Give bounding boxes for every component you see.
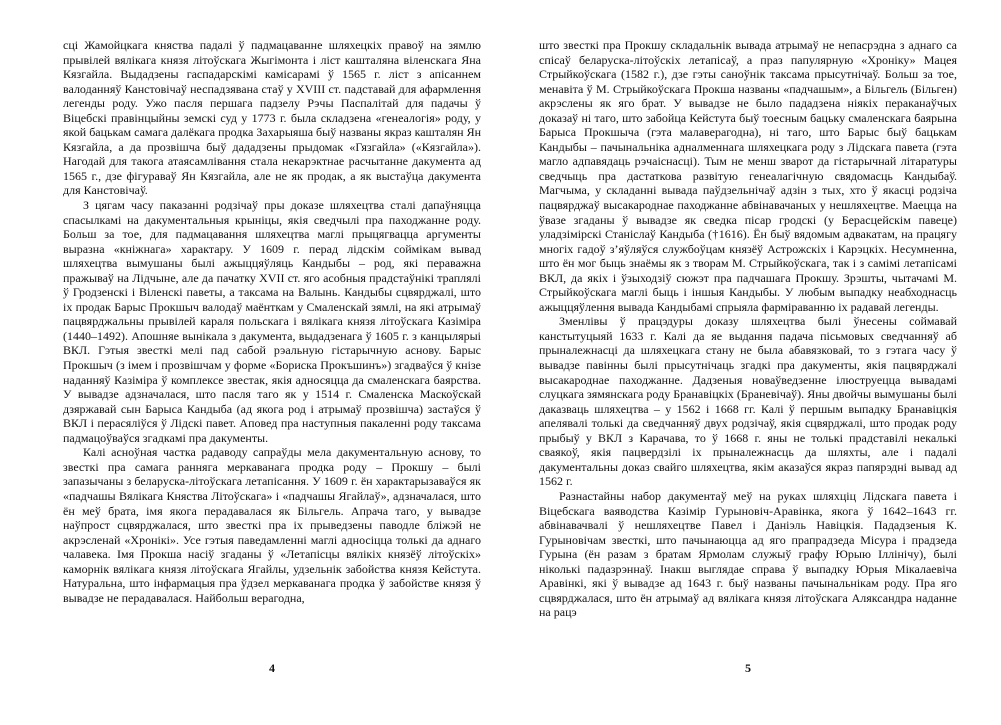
page-number-left: 4 bbox=[269, 661, 275, 675]
paragraph: Калі асноўная частка радаводу сапраўды мела дакументальную аснову, то звесткі пра самага ранняга меркаванага продка роду – Прокшу – былі запазычаны з беларуска-літоўскага летапісання. У 1609 г. ён характарызаваўся як «падчашы Вялікага Княства Літоўскага» і «падчашы Ягайлаў», адзначалася, што ён меў брата, імя якога перадавалася як Більгель. Апрача таго, у вывадзе наўпрост сцвярджалася, што звесткі пра іх прыведзены паводле бліжэй не акрэсленай «Хронікі». Усе гэтыя паведамленні маглі адносіцца толькі да аднаго чалавека. Імя Прокша насіў згаданы ў «Летапісцы вялікіх князёў літоўскіх» каморнік вялікага князя літоўскага Ягайлы, удзельнік забойства князя Кейстута. Натуральна, што інфармацыя пра ўдзел меркаванага продка ў забойстве князя ў вывадзе не перадавалася. Найбольш верагодна, bbox=[63, 445, 481, 605]
paragraph: што звесткі пра Прокшу складальнік вывада атрымаў не непасрэдна з аднаго са спісаў беларуска-літоўскіх летапісаў, а праз папулярную «Хроніку» Мацея Стрыйкоўскага (1582 г.), дзе гэты саноўнік таксама прысутнічаў. Больш за тое, менавіта ў М. Стрыйкоўскага Прокша названы «падчашым», а Більгель (Більген) акрэслены як яго брат. У вывадзе не было пададзена ніякіх пераканаўчых доказаў ні таго, што забойца Кейстута быў тоесным бацьку смаленскага баярына Барыса Прокшыча (гэта малаверагодна), ні таго, што Барыс быў бацькам Кандыбы – пачынальніка адналменнага шляхецкага роду з Лідскага павета (гэта магло адпавядаць рэчаіснасці). Тым не менш зварот да гістарычнай літаратуры сведчыць пра дастаткова развітую генеалагічную свядомасць Кандыбаў. Магчыма, у складанні вывада паўдзельнічаў адзін з тых, хто ў якасці родзіча пацвярджаў высакароднае паходжанне абвінавачаных у нешляхецтве. Маецца на ўвазе згаданы ў вывадзе як сведка пісар гродскі (у Берасцейскім павеце) уладзімірскі Станіслаў Кандыба (†1616). Ён быў вядомым адвакатам, на працягу многіх гадоў з’яўляўся службоўцам князёў Астрожскіх і Карэцкіх. Несумненна, што ён мог быць знаёмы як з творам М. Стрыйкоўскага, так і з самімі летапісамі ВКЛ, да якіх і ўзыходзіў сюжэт пра падчашага Прокшу. Зрэшты, чытачамі М. Стрыйкоўскага маглі быць і іншыя Кандыбы. У любым выпадку неабходнасць ажыццяўлення вывада Кандыбамі спрыяла фарміраванню іх радавай легенды. bbox=[539, 38, 957, 314]
right-page-text bbox=[539, 38, 957, 620]
paragraph: сці Жамойцкага княства падалі ў падмацаванне шляхецкіх правоў на зямлю прывілей вялікага князя літоўскага Жыгімонта і ліст кашталяна віленскага Яна Кязгайла. Выдадзены гаспадарскімі камісарамі ў 1565 г. ліст з апісаннем валоданняў Канстовічаў неспадзявана стаў у XVIII ст. падставай для афармлення легенды роду. Ужо пасля першага падзелу Рэчы Паспалітай для падачы ў Віцебскі правінцыйны земскі суд у 1773 г. была складзена «генеалогія» роду, у якой бацькам самага далёкага продка Захарыяша быў названы якраз кашталян Ян Кязгайла, а да прозвішча быў дададзены прыдомак «Гязгайла» («Кязгайла»). Нагодай для такога атаясамлівання стала некарэктнае расчытанне дакумента ад 1565 г., дзе фігураваў Ян Кязгайла, але не як продак, а як выстаўца дакумента для Канстовічаў. bbox=[63, 38, 481, 198]
paragraph: Зменлівы ў працэдуры доказу шляхецтва былі ўнесены соймавай канстытуцыяй 1633 г. Калі да яе выдання падача пісьмовых сведчанняў аб прыналежнасці да шляхецкага стану не была абавязковай, то з гэтага часу ў вывадзе павінны былі прысутнічаць згадкі пра дакументы, якія пацвярджалі высакароднае паходжанне. Дадзеныя новаўведзенне ілюструецца вывадамі слуцкага зямянскага роду Бранавіцкіх (Браневічаў). Яны двойчы вымушаны былі даказваць шляхецтва – у 1562 і 1668 гг. Калі ў першым выпадку Бранавіцкія апелявалі толькі да сведчанняў двух родзічаў, якія сцвярджалі, што продак роду прыбыў у ВКЛ з Карачава, то ў 1668 г. яны не толькі прадставілі некалькі сваякоў, якія пацвердзілі іх прыналежнасць да шляхты, але і падалі дакументальны доказ свайго шляхецтва, якім аказаўся якраз папярэдні вывад ад 1562 г. bbox=[539, 314, 957, 489]
paragraph: З цягам часу паказанні родзічаў пры доказе шляхецтва сталі дапаўняцца спасылкамі на дакументальныя крыніцы, якія сведчылі пра паходжанне роду. Больш за тое, для падмацавання шляхецтва маглі прыцягвацца аргументы выразна «кніжнага» характару. У 1609 г. перад лідскім соймікам вывад шляхецтва вымушаны былі ажыццяўляць Кандыбы – род, які пераважна пражываў на Лідчыне, але да пачатку XVII ст. яго асобныя прадстаўнікі траплялі ў Гродзенскі і Віленскі паветы, а таксама на Валынь. Кандыбы сцвярджалі, што іх продак Барыс Прокшыч валодаў маёнткам у Смаленскай зямлі, на які атрымаў пацвярджальны прывілей караля польскага і вялікага князя літоўскага Казіміра (1440–1492). Апошняе вынікала з дакумента, выдадзенага ў 1605 г. з канцылярыі ВКЛ. Гэтыя звесткі мелі пад сабой рэальную гістарычную аснову. Барыс Прокшыч (з імем і прозвішчам у форме «Бориска Прокъшинъ») згадваўся ў кнізе наданняў Казіміра ў комплексе звестак, якія адносяцца да смаленскага баярства. У вывадзе адзначалася, што пасля таго як у 1514 г. Смаленска Маскоўскай дзяржавай сын Барыса Кандыба (ад якога род і атрымаў прозвішча) застаўся ў ВКЛ і перасяліўся ў Лідскі павет. Аповед пра наступныя пакаленні роду таксама падмацоўваўся згадкамі пра дакументы. bbox=[63, 198, 481, 445]
page-number-right: 5 bbox=[745, 661, 751, 675]
paragraph: Разнастайны набор дакументаў меў на руках шляхціц Лідскага павета і Віцебскага ваяводства Казімір Гурыновіч-Аравінка, якога ў 1642–1643 гг. абвінавачвалі ў нешляхецтве Павел і Даніэль Навіцкія. Пададзеныя К. Гурыновічам звесткі, што пачынаюцца ад яго прапрадзеда Місура і прадзеда Гурына (ён разам з братам Ярмолам служыў графу Юрыю Іллінічу), былі ніколькі падазрэннаў. Інакш выглядае справа ў выпадку Юрыя Мікалаевіча Аравінкі, які ў вывадзе ад 1643 г. быў названы пачынальнікам роду. Пра яго сцвярджалася, што ён атрымаў ад вялікага князя літоўскага Аляксандра наданне на рацэ bbox=[539, 488, 957, 620]
left-page-text bbox=[63, 38, 481, 605]
